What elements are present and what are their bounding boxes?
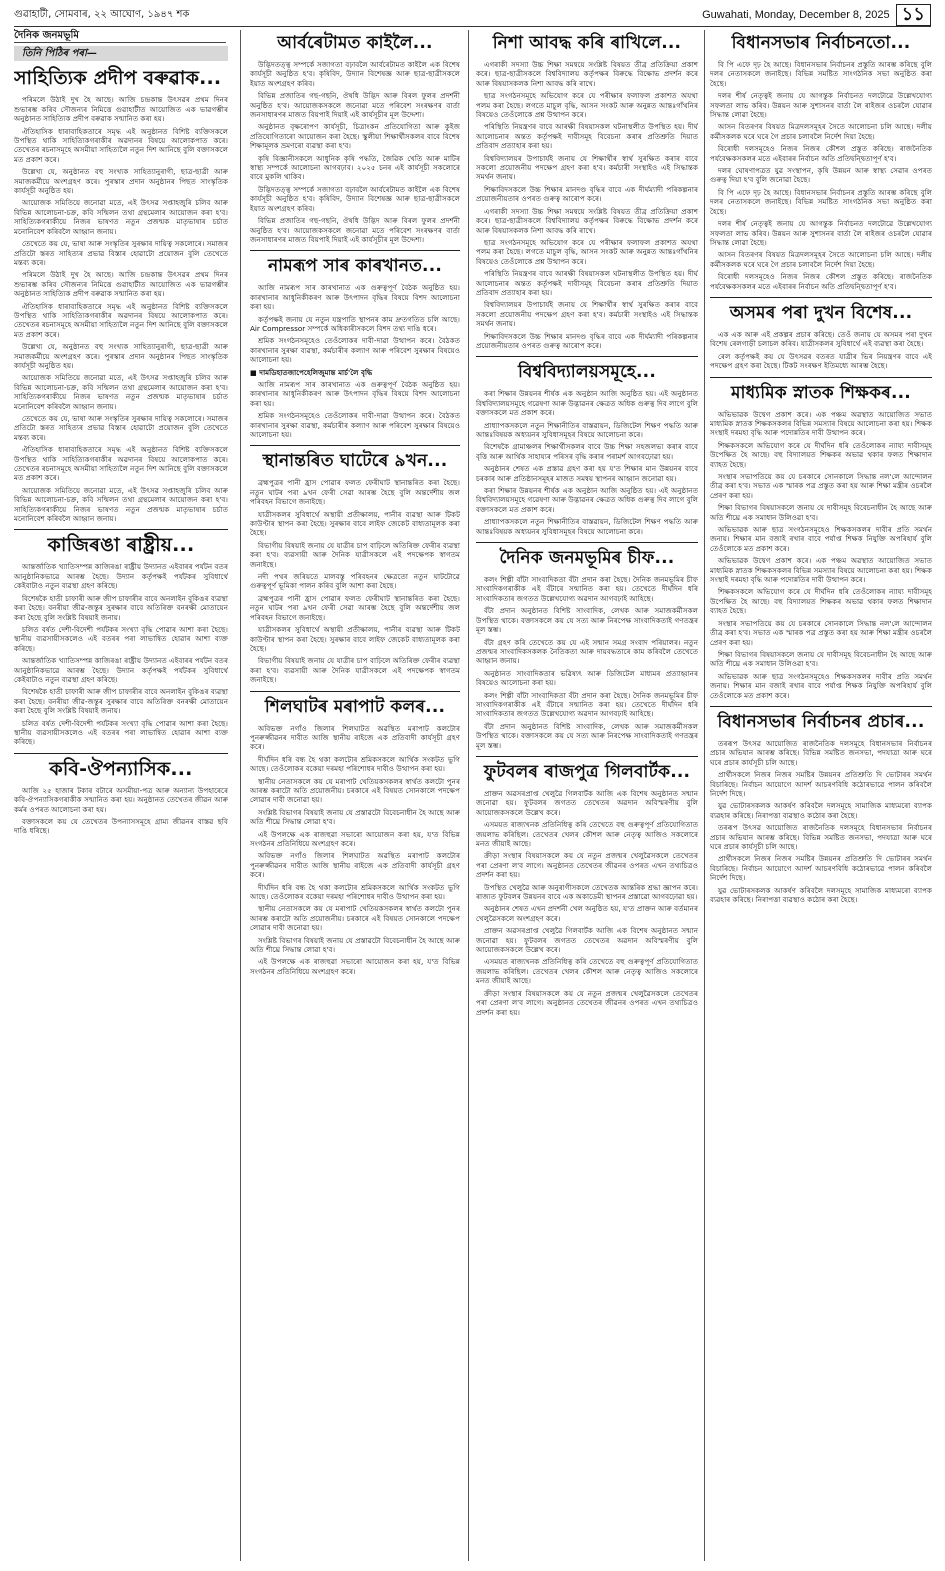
divider xyxy=(476,542,698,543)
headline: কবি-ঔপন্যাসিক... xyxy=(49,757,193,780)
divider xyxy=(476,356,698,357)
header-date-assamese: গুৱাহাটী, সোমবাৰ, ২২ আঘোণ, ১৯৪৭ শক xyxy=(14,8,190,20)
article-body: ব্ৰহ্মপুত্ৰৰ পানী হ্ৰাস পোৱাৰ ফলত ফেৰীঘাট স্থানান্তৰিত কৰা হৈছে। নতুন ঘাটৰ পৰা ৯খন ফেৰী সেৱা আৰম্ভ হৈছে বুলি অন্তৰ্দেশীয় জল পৰিবহন বিভাগে জনাইছে। যাত্ৰীসকলৰ সুবিধাৰ্থে অস্থায়ী প্ৰতীক্ষালয়, পানীৰ ব্যৱস্থা আৰু টিকট কাউণ্টাৰ স্থাপন কৰা হৈছে। সুৰক্ষাৰ বাবে লাইফ জেকেট বাধ্যতামূলক কৰা হৈছে। বিভাগীয় বিষয়াই জনায় যে যাত্ৰীৰ চাপ বাঢ়িলে অতিৰিক্ত ফেৰীৰ ব্যৱস্থা কৰা হ'ব। ব্যৱসায়ী আৰু দৈনিক যাত্ৰীসকলে এই পদক্ষেপক স্বাগতম জনাইছে। নদী পথৰ জৰিয়তে মালবস্তু পৰিবহনৰ ক্ষেত্ৰতো নতুন ঘাটটোৱে গুৰুত্বপূৰ্ণ ভূমিকা পালন কৰিব বুলি আশা কৰা হৈছে। ব্ৰহ্মপুত্ৰৰ পানী হ্ৰাস পোৱাৰ ফলত ফেৰীঘাট স্থানান্তৰিত কৰা হৈছে। নতুন ঘাটৰ পৰা ৯খন ফেৰী সেৱা আৰম্ভ হৈছে বুলি অন্তৰ্দেশীয় জল পৰিবহন বিভাগে জনাইছে। যাত্ৰীসকলৰ সুবিধাৰ্থে অস্থায়ী প্ৰতীক্ষালয়, পানীৰ ব্যৱস্থা আৰু টিকট কাউণ্টাৰ স্থাপন কৰা হৈছে। সুৰক্ষাৰ বাবে লাইফ জেকেট বাধ্যতামূলক কৰা হৈছে। বিভাগীয় বিষয়াই জনায় যে যাত্ৰীৰ চাপ বাঢ়িলে অতিৰিক্ত ফেৰীৰ ব্যৱস্থা কৰা হ'ব। ব্যৱসায়ী আৰু দৈনিক যাত্ৰীসকলে এই পদক্ষেপক স্বাগতম জনাইছে। xyxy=(250,478,460,685)
column-2 xyxy=(250,30,460,979)
headline: আৰ্বৰেটামত কাইলৈ... xyxy=(277,33,433,53)
article-body: পৰিমলে উঠাই দুখ হৈ আছে। আজি চন্দ্ৰকান্ত উৎসৱৰ প্ৰথম দিনৰ শুভাৰম্ভ কৰিব সৌজন্যৰ নিমিত্তে গুৱাহাটীত আয়োজিত এক ভাৱগম্ভীৰ অনুষ্ঠানত সাহিত্যিক প্ৰদীপ বৰুৱাক সন্মানিত কৰা হয়। ঐতিহাসিক ধাৰাবাহিকতাৰে সমৃদ্ধ এই অনুষ্ঠানত বিশিষ্ট ব্যক্তিসকলে উপস্থিত থাকি সাহিত্যিকগৰাকীৰ অৱদানৰ বিষয়ে আলোকপাত কৰে। তেখেতৰ ৰচনাসমূহে অসমীয়া সাহিত্যলৈ নতুন দিশ আনিছে বুলি বক্তাসকলে মত প্ৰকাশ কৰে। উল্লেখ্য যে, অনুষ্ঠানত বহু সংখ্যক সাহিত্যানুৰাগী, ছাত্ৰ-ছাত্ৰী আৰু সমাজকৰ্মীয়ে অংশগ্ৰহণ কৰে। পুৰস্কাৰ প্ৰদান অনুষ্ঠানৰ পিছত সাংস্কৃতিক কাৰ্যসূচী অনুষ্ঠিত হয়। আয়োজক সমিতিয়ে জনোৱা মতে, এই উৎসৱ সপ্তাহজুৰি চলিব আৰু বিভিন্ন আলোচনা-চক্ৰ, কবি সন্মিলন তথা গ্ৰন্থমেলাৰ আয়োজন কৰা হ'ব। সাহিত্যিকগৰাকীয়ে নিজৰ ভাষণত নতুন প্ৰজন্মক মাতৃভাষাৰ চৰ্চাত মনোনিবেশ কৰিবলৈ আহ্বান জনায়। তেখেতে কয় যে, ভাষা আৰু সংস্কৃতিৰ সুৰক্ষাৰ দায়িত্ব সকলোৰে। সমাজৰ প্ৰতিটো স্তৰত সাহিত্যৰ প্ৰভাৱ বিস্তাৰ হোৱাটো প্ৰয়োজন বুলি তেখেতে মন্তব্য কৰে। পৰিমলে উঠাই দুখ হৈ আছে। আজি চন্দ্ৰকান্ত উৎসৱৰ প্ৰথম দিনৰ শুভাৰম্ভ কৰিব সৌজন্যৰ নিমিত্তে গুৱাহাটীত আয়োজিত এক ভাৱগম্ভীৰ অনুষ্ঠানত সাহিত্যিক প্ৰদীপ বৰুৱাক সন্মানিত কৰা হয়। ঐতিহাসিক ধাৰাবাহিকতাৰে সমৃদ্ধ এই অনুষ্ঠানত বিশিষ্ট ব্যক্তিসকলে উপস্থিত থাকি সাহিত্যিকগৰাকীৰ অৱদানৰ বিষয়ে আলোকপাত কৰে। তেখেতৰ ৰচনাসমূহে অসমীয়া সাহিত্যলৈ নতুন দিশ আনিছে বুলি বক্তাসকলে মত প্ৰকাশ কৰে। উল্লেখ্য যে, অনুষ্ঠানত বহু সংখ্যক সাহিত্যানুৰাগী, ছাত্ৰ-ছাত্ৰী আৰু সমাজকৰ্মীয়ে অংশগ্ৰহণ কৰে। পুৰস্কাৰ প্ৰদান অনুষ্ঠানৰ পিছত সাংস্কৃতিক কাৰ্যসূচী অনুষ্ঠিত হয়। আয়োজক সমিতিয়ে জনোৱা মতে, এই উৎসৱ সপ্তাহজুৰি চলিব আৰু বিভিন্ন আলোচনা-চক্ৰ, কবি সন্মিলন তথা গ্ৰন্থমেলাৰ আয়োজন কৰা হ'ব। সাহিত্যিকগৰাকীয়ে নিজৰ ভাষণত নতুন প্ৰজন্মক মাতৃভাষাৰ চৰ্চাত মনোনিবেশ কৰিবলৈ আহ্বান জনায়। তেখেতে কয় যে, ভাষা আৰু সংস্কৃতিৰ সুৰক্ষাৰ দায়িত্ব সকলোৰে। সমাজৰ প্ৰতিটো স্তৰত সাহিত্যৰ প্ৰভাৱ বিস্তাৰ হোৱাটো প্ৰয়োজন বুলি তেখেতে মন্তব্য কৰে। ঐতিহাসিক ধাৰাবাহিকতাৰে সমৃদ্ধ এই অনুষ্ঠানত বিশিষ্ট ব্যক্তিসকলে উপস্থিত থাকি সাহিত্যিকগৰাকীৰ অৱদানৰ বিষয়ে আলোকপাত কৰে। তেখেতৰ ৰচনাসমূহে অসমীয়া সাহিত্যলৈ নতুন দিশ আনিছে বুলি বক্তাসকলে মত প্ৰকাশ কৰে। আয়োজক সমিতিয়ে জনোৱা মতে, এই উৎসৱ সপ্তাহজুৰি চলিব আৰু বিভিন্ন আলোচনা-চক্ৰ, কবি সন্মিলন তথা গ্ৰন্থমেলাৰ আয়োজন কৰা হ'ব। সাহিত্যিকগৰাকীয়ে নিজৰ ভাষণত নতুন প্ৰজন্মক মাতৃভাষাৰ চৰ্চাত মনোনিবেশ কৰিবলৈ আহ্বান জনায়। xyxy=(14,95,228,524)
article-body: অবিভক্ত নগাঁও জিলাৰ শিলঘাটত অৱস্থিত মৰাপাট কলটোৰ পুনৰুজ্জীৱনৰ দাবীত আজি স্থানীয় ৰাইজে এক প্ৰতিবাদী কাৰ্যসূচী গ্ৰহণ কৰে। দীৰ্ঘদিন ধৰি বন্ধ হৈ থকা কলটোৰ শ্ৰমিকসকলে আৰ্থিক সংকটত ভুগি আছে। তেওঁলোকৰ বকেয়া দৰমহা পৰিশোধৰ দাবীও উত্থাপন কৰা হয়। স্থানীয় নেতাসকলে কয় যে মৰাপাট খেতিয়কসকলৰ স্বাৰ্থত কলটো পুনৰ আৰম্ভ কৰাটো অতি প্ৰয়োজনীয়। চৰকাৰে এই বিষয়ত সোনকালে পদক্ষেপ লোৱাৰ দাবী জনোৱা হয়। সংশ্লিষ্ট বিভাগৰ বিষয়াই জনায় যে প্ৰস্তাৱটো বিবেচনাধীন হৈ আছে আৰু অতি শীঘ্ৰে সিদ্ধান্ত লোৱা হ'ব। এই উপলক্ষে এক ৰাজহুৱা সভাৰো আয়োজন কৰা হয়, য'ত বিভিন্ন সংগঠনৰ প্ৰতিনিধিয়ে অংশগ্ৰহণ কৰে। অবিভক্ত নগাঁও জিলাৰ শিলঘাটত অৱস্থিত মৰাপাট কলটোৰ পুনৰুজ্জীৱনৰ দাবীত আজি স্থানীয় ৰাইজে এক প্ৰতিবাদী কাৰ্যসূচী গ্ৰহণ কৰে। দীৰ্ঘদিন ধৰি বন্ধ হৈ থকা কলটোৰ শ্ৰমিকসকলে আৰ্থিক সংকটত ভুগি আছে। তেওঁলোকৰ বকেয়া দৰমহা পৰিশোধৰ দাবীও উত্থাপন কৰা হয়। স্থানীয় নেতাসকলে কয় যে মৰাপাট খেতিয়কসকলৰ স্বাৰ্থত কলটো পুনৰ আৰম্ভ কৰাটো অতি প্ৰয়োজনীয়। চৰকাৰে এই বিষয়ত সোনকালে পদক্ষেপ লোৱাৰ দাবী জনোৱা হয়। সংশ্লিষ্ট বিভাগৰ বিষয়াই জনায় যে প্ৰস্তাৱটো বিবেচনাধীন হৈ আছে আৰু অতি শীঘ্ৰে সিদ্ধান্ত লোৱা হ'ব। এই উপলক্ষে এক ৰাজহুৱা সভাৰো আয়োজন কৰা হয়, য'ত বিভিন্ন সংগঠনৰ প্ৰতিনিধিয়ে অংশগ্ৰহণ কৰে। xyxy=(250,723,460,976)
divider xyxy=(14,529,228,530)
divider xyxy=(250,250,460,251)
column-divider xyxy=(240,30,241,1561)
divider xyxy=(710,297,932,298)
headline: কাজিৰঙা ৰাষ্ট্ৰীয়... xyxy=(47,534,195,557)
divider xyxy=(250,691,460,692)
column-4 xyxy=(710,30,932,907)
article-body: অভিভাৱক উদ্বেগ প্ৰকাশ কৰে। এক পঞ্চম অৱস্থাত আয়োজিত সভাত মাধ্যমিক স্নাতক শিক্ষকসকলৰ বিভিন্ন সমস্যাৰ বিষয়ে আলোচনা কৰা হয়। শিক্ষক সংস্থাই দৰমহা বৃদ্ধি আৰু পদোন্নতিৰ দাবী উত্থাপন কৰে। শিক্ষকসকলে অভিযোগ কৰে যে দীৰ্ঘদিন ধৰি তেওঁলোকৰ ন্যায্য দাবীসমূহ উপেক্ষিত হৈ আছে। বহু বিদ্যালয়ত শিক্ষকৰ অভাৱ থকাৰ ফলত শিক্ষাদান ব্যাহত হৈছে। সংস্থাৰ সভাপতিয়ে কয় যে চৰকাৰে সোনকালে সিদ্ধান্ত নল'লে আন্দোলন তীব্ৰ কৰা হ'ব। সভাত এক স্মাৰক পত্ৰ প্ৰস্তুত কৰা হয় আৰু শিক্ষা মন্ত্ৰীৰ ওচৰলৈ প্ৰেৰণ কৰা হয়। শিক্ষা বিভাগৰ বিষয়াসকলে জনায় যে দাবীসমূহ বিবেচনাধীন হৈ আছে আৰু অতি শীঘ্ৰে এক সমাধান উলিওৱা হ'ব। অভিভাৱক আৰু ছাত্ৰ সংগঠনসমূহেও শিক্ষকসকলৰ দাবীৰ প্ৰতি সমৰ্থন জনায়। শিক্ষাৰ মান বজাই ৰখাৰ বাবে পৰ্যাপ্ত শিক্ষক নিযুক্তি অপৰিহাৰ্য বুলি তেওঁলোকে মত প্ৰকাশ কৰে। অভিভাৱক উদ্বেগ প্ৰকাশ কৰে। এক পঞ্চম অৱস্থাত আয়োজিত সভাত মাধ্যমিক স্নাতক শিক্ষকসকলৰ বিভিন্ন সমস্যাৰ বিষয়ে আলোচনা কৰা হয়। শিক্ষক সংস্থাই দৰমহা বৃদ্ধি আৰু পদোন্নতিৰ দাবী উত্থাপন কৰে। শিক্ষকসকলে অভিযোগ কৰে যে দীৰ্ঘদিন ধৰি তেওঁলোকৰ ন্যায্য দাবীসমূহ উপেক্ষিত হৈ আছে। বহু বিদ্যালয়ত শিক্ষকৰ অভাৱ থকাৰ ফলত শিক্ষাদান ব্যাহত হৈছে। সংস্থাৰ সভাপতিয়ে কয় যে চৰকাৰে সোনকালে সিদ্ধান্ত নল'লে আন্দোলন তীব্ৰ কৰা হ'ব। সভাত এক স্মাৰক পত্ৰ প্ৰস্তুত কৰা হয় আৰু শিক্ষা মন্ত্ৰীৰ ওচৰলৈ প্ৰেৰণ কৰা হয়। শিক্ষা বিভাগৰ বিষয়াসকলে জনায় যে দাবীসমূহ বিবেচনাধীন হৈ আছে আৰু অতি শীঘ্ৰে এক সমাধান উলিওৱা হ'ব। অভিভাৱক আৰু ছাত্ৰ সংগঠনসমূহেও শিক্ষকসকলৰ দাবীৰ প্ৰতি সমৰ্থন জনায়। শিক্ষাৰ মান বজাই ৰখাৰ বাবে পৰ্যাপ্ত শিক্ষক নিযুক্তি অপৰিহাৰ্য বুলি তেওঁলোকে মত প্ৰকাশ কৰে। xyxy=(710,409,932,700)
column-divider xyxy=(704,30,705,1561)
divider xyxy=(250,445,460,446)
headline: নিশা আবদ্ধ কৰি ৰাখিলে... xyxy=(492,33,682,53)
headline: ফুটবলৰ ৰাজপুত্ৰ গিলবাৰ্টক... xyxy=(483,761,691,782)
continued-tab: তিনি পিঠিৰ পৰা— xyxy=(14,46,228,61)
article-body: আজি নামৰূপ সাৰ কাৰখানাত এক গুৰুত্বপূৰ্ণ বৈঠক অনুষ্ঠিত হয়। কাৰখানাৰ আধুনিকীকৰণ আৰু উৎপাদন বৃদ্ধিৰ বিষয়ে বিশদ আলোচনা কৰা হয়। কৰ্তৃপক্ষই জনায় যে নতুন যন্ত্ৰপাতি স্থাপনৰ কাম দ্ৰুতগতিত চলি আছে। Air Compressor সম্পৰ্কে অধিকাৰীসকলে বিশদ তথ্য দাঙি ধৰে। শ্ৰমিক সংগঠনসমূহেও তেওঁলোকৰ দাবী-দাৱা উত্থাপন কৰে। বৈঠকত কাৰখানাৰ সুৰক্ষা ব্যৱস্থা, কৰ্মচাৰীৰ কল্যাণ আৰু পৰিবেশ সুৰক্ষাৰ বিষয়েও আলোচনা হয়। ■ দামডিহাতজাপেহেলিজুমান্ত মাৰ্চ'লৈ বৃদ্ধি আজি নামৰূপ সাৰ কাৰখানাত এক গুৰুত্বপূৰ্ণ বৈঠক অনুষ্ঠিত হয়। কাৰখানাৰ আধুনিকীকৰণ আৰু উৎপাদন বৃদ্ধিৰ বিষয়ে বিশদ আলোচনা কৰা হয়। শ্ৰমিক সংগঠনসমূহেও তেওঁলোকৰ দাবী-দাৱা উত্থাপন কৰে। বৈঠকত কাৰখানাৰ সুৰক্ষা ব্যৱস্থা, কৰ্মচাৰীৰ কল্যাণ আৰু পৰিবেশ সুৰক্ষাৰ বিষয়েও আলোচনা হয়। xyxy=(250,283,460,439)
headline: স্থানান্তৰিত ঘাটেৰে ৯খন... xyxy=(262,451,448,472)
page-number: ১১ xyxy=(896,4,931,26)
header-right xyxy=(702,4,931,26)
article-body: বি পি এফে দৃঢ় হৈ আছে। বিধানসভাৰ নিৰ্বাচনৰ প্ৰস্তুতি আৰম্ভ কৰিছে বুলি দলৰ নেতাসকলে জনাইছে। বিভিন্ন সমষ্টিত সাংগঠনিক সভা অনুষ্ঠিত কৰা হৈছে। দলৰ শীৰ্ষ নেতৃত্বই জনায় যে আগন্তুক নিৰ্বাচনত দলটোৱে উল্লেখযোগ্য সফলতা লাভ কৰিব। উন্নয়ন আৰু সুশাসনৰ বাৰ্তা লৈ ৰাইজৰ ওচৰলৈ যোৱাৰ সিদ্ধান্ত লোৱা হৈছে। আসন বিতৰণৰ বিষয়ত মিত্ৰদলসমূহৰ সৈতে আলোচনা চলি আছে। দলীয় কৰ্মীসকলক ঘৰে ঘৰে গৈ প্ৰচাৰ চলাবলৈ নিৰ্দেশ দিয়া হৈছে। বিৰোধী দলসমূহেও নিজৰ নিজৰ কৌশল প্ৰস্তুত কৰিছে। ৰাজনৈতিক পৰ্যবেক্ষকসকলৰ মতে এইবাৰৰ নিৰ্বাচন অতি প্ৰতিদ্বন্দ্বিতাপূৰ্ণ হ'ব। দলৰ ঘোষণাপত্ৰত যুৱ সংস্থাপন, কৃষি উন্নয়ন আৰু স্বাস্থ্য সেৱাৰ ওপৰত গুৰুত্ব দিয়া হ'ব বুলি জনোৱা হৈছে। বি পি এফে দৃঢ় হৈ আছে। বিধানসভাৰ নিৰ্বাচনৰ প্ৰস্তুতি আৰম্ভ কৰিছে বুলি দলৰ নেতাসকলে জনাইছে। বিভিন্ন সমষ্টিত সাংগঠনিক সভা অনুষ্ঠিত কৰা হৈছে। দলৰ শীৰ্ষ নেতৃত্বই জনায় যে আগন্তুক নিৰ্বাচনত দলটোৱে উল্লেখযোগ্য সফলতা লাভ কৰিব। উন্নয়ন আৰু সুশাসনৰ বাৰ্তা লৈ ৰাইজৰ ওচৰলৈ যোৱাৰ সিদ্ধান্ত লোৱা হৈছে। আসন বিতৰণৰ বিষয়ত মিত্ৰদলসমূহৰ সৈতে আলোচনা চলি আছে। দলীয় কৰ্মীসকলক ঘৰে ঘৰে গৈ প্ৰচাৰ চলাবলৈ নিৰ্দেশ দিয়া হৈছে। বিৰোধী দলসমূহেও নিজৰ নিজৰ কৌশল প্ৰস্তুত কৰিছে। ৰাজনৈতিক পৰ্যবেক্ষকসকলৰ মতে এইবাৰৰ নিৰ্বাচন অতি প্ৰতিদ্বন্দ্বিতাপূৰ্ণ হ'ব। xyxy=(710,60,932,291)
headline: শিলঘাটৰ মৰাপাট কলৰ... xyxy=(264,696,446,717)
column-1 xyxy=(14,46,228,839)
article-body: উদ্ভিদতত্ত্ব সম্পৰ্কে সজাগতা বঢ়াবলৈ আৰ্বৰেটামত কাইলৈ এক বিশেষ কাৰ্যসূচী অনুষ্ঠিত হ'ব। কৃষিবিদ, উদ্যান বিশেষজ্ঞ আৰু ছাত্ৰ-ছাত্ৰীসকলে ইয়াত অংশগ্ৰহণ কৰিব। বিভিন্ন প্ৰজাতিৰ গছ-গছনি, ঔষধি উদ্ভিদ আৰু বিৰল ফুলৰ প্ৰদৰ্শনী অনুষ্ঠিত হ'ব। আয়োজকসকলে জনোৱা মতে পৰিবেশ সংৰক্ষণৰ বাৰ্তা জনসাধাৰণৰ মাজত বিয়পাই দিয়াই এই কাৰ্যসূচীৰ মূল উদ্দেশ্য। অনুষ্ঠানত বৃক্ষৰোপণ কাৰ্যসূচী, চিত্ৰাংকন প্ৰতিযোগিতা আৰু কুইজ প্ৰতিযোগিতাৰো আয়োজন কৰা হৈছে। স্কুলীয়া শিক্ষাৰ্থীসকলৰ বাবে বিশেষ শিক্ষামূলক ভ্ৰমণৰো ব্যৱস্থা কৰা হ'ব। কৃষি বিজ্ঞানীসকলে আধুনিক কৃষি পদ্ধতি, জৈৱিক খেতি আৰু মাটিৰ স্বাস্থ্য সম্পৰ্কে আলোচনা আগবঢ়াব। ২০২৫ চনৰ এই কাৰ্যসূচী সকলোৰে বাবে মুকলি থাকিব। উদ্ভিদতত্ত্ব সম্পৰ্কে সজাগতা বঢ়াবলৈ আৰ্বৰেটামত কাইলৈ এক বিশেষ কাৰ্যসূচী অনুষ্ঠিত হ'ব। কৃষিবিদ, উদ্যান বিশেষজ্ঞ আৰু ছাত্ৰ-ছাত্ৰীসকলে ইয়াত অংশগ্ৰহণ কৰিব। বিভিন্ন প্ৰজাতিৰ গছ-গছনি, ঔষধি উদ্ভিদ আৰু বিৰল ফুলৰ প্ৰদৰ্শনী অনুষ্ঠিত হ'ব। আয়োজকসকলে জনোৱা মতে পৰিবেশ সংৰক্ষণৰ বাৰ্তা জনসাধাৰণৰ মাজত বিয়পাই দিয়াই এই কাৰ্যসূচীৰ মূল উদ্দেশ্য। xyxy=(250,60,460,244)
headline: বিধানসভাৰ নিৰ্বাচনৰ প্ৰচাৰ... xyxy=(717,711,925,732)
divider xyxy=(476,756,698,757)
header-date-english: Guwahati, Monday, December 8, 2025 xyxy=(702,9,890,21)
article-body: আজি ২৫ হাজাৰ টকাৰ বটাৰে অসমীয়া-পত্ৰ আৰু অন্যান্য উপহাৰেৰে কবি-ঔপন্যাসিকগৰাকীক সন্মানিত কৰা হয়। অনুষ্ঠানত তেখেতৰ জীৱন আৰু কৰ্মৰ ওপৰত আলোচনা কৰা হয়। বক্তাসকলে কয় যে তেখেতৰ উপন্যাসসমূহে গ্ৰাম্য জীৱনৰ বাস্তৱ ছবি দাঙি ধৰিছে। xyxy=(14,785,228,836)
column-3 xyxy=(476,30,698,1020)
headline: অসমৰ পৰা দুখন বিশেষ... xyxy=(729,302,913,323)
article-body: আন্তৰ্জাতিক খ্যাতিসম্পন্ন কাজিৰঙা ৰাষ্ট্ৰীয় উদ্যানত এইবাৰৰ পৰ্যটন বতৰ আনুষ্ঠানিকভাৱে আৰম্ভ হৈছে। উদ্যান কৰ্তৃপক্ষই পৰ্যটকৰ সুবিধাৰ্থে কেইবাটাও নতুন ব্যৱস্থা গ্ৰহণ কৰিছে। বিশেষকৈ হাতী চাফাৰী আৰু জীপ চাফাৰীৰ বাবে অনলাইন বুকিঙৰ ব্যৱস্থা কৰা হৈছে। বনৰীয়া জীৱ-জন্তুৰ সুৰক্ষাৰ বাবে অতিৰিক্ত বনৰক্ষী মোতায়েন কৰা হৈছে বুলি সংশ্লিষ্ট বিষয়াই জনায়। চলিত বৰ্ষত দেশী-বিদেশী পৰ্যটকৰ সংখ্যা বৃদ্ধি পোৱাৰ আশা কৰা হৈছে। স্থানীয় ব্যৱসায়ীসকলেও এই বতৰৰ পৰা লাভান্বিত হোৱাৰ আশা ব্যক্ত কৰিছে। আন্তৰ্জাতিক খ্যাতিসম্পন্ন কাজিৰঙা ৰাষ্ট্ৰীয় উদ্যানত এইবাৰৰ পৰ্যটন বতৰ আনুষ্ঠানিকভাৱে আৰম্ভ হৈছে। উদ্যান কৰ্তৃপক্ষই পৰ্যটকৰ সুবিধাৰ্থে কেইবাটাও নতুন ব্যৱস্থা গ্ৰহণ কৰিছে। বিশেষকৈ হাতী চাফাৰী আৰু জীপ চাফাৰীৰ বাবে অনলাইন বুকিঙৰ ব্যৱস্থা কৰা হৈছে। বনৰীয়া জীৱ-জন্তুৰ সুৰক্ষাৰ বাবে অতিৰিক্ত বনৰক্ষী মোতায়েন কৰা হৈছে বুলি সংশ্লিষ্ট বিষয়াই জনায়। চলিত বৰ্ষত দেশী-বিদেশী পৰ্যটকৰ সংখ্যা বৃদ্ধি পোৱাৰ আশা কৰা হৈছে। স্থানীয় ব্যৱসায়ীসকলেও এই বতৰৰ পৰা লাভান্বিত হোৱাৰ আশা ব্যক্ত কৰিছে। xyxy=(14,562,228,747)
headline: সাহিত্যিক প্ৰদীপ বৰুৱাক... xyxy=(14,67,222,90)
notice-line: ■ দামডিহাতজাপেহেলিজুমান্ত মাৰ্চ'লৈ বৃদ্ধি xyxy=(250,367,373,377)
headline: বিধানসভাৰ নিৰ্বাচনতো... xyxy=(731,33,911,53)
divider xyxy=(710,706,932,707)
headline: মাধ্যমিক স্নাতক শিক্ষকৰ... xyxy=(731,382,911,403)
headline: নামৰূপ সাৰ কাৰখানত... xyxy=(267,256,443,277)
section-masthead: দৈনিক জনমভূমি xyxy=(14,28,226,43)
headline: বিশ্ববিদ্যালয়সমূহে... xyxy=(517,362,657,383)
headline: দৈনিক জনমভূমিৰ চীফ... xyxy=(499,548,675,569)
article-body: তৰৰূপ উৎসৱ আয়োজিত ৰাজনৈতিক দলসমূহে বিধানসভাৰ নিৰ্বাচনৰ প্ৰচাৰ অভিযান আৰম্ভ কৰিছে। বিভিন্ন সমষ্টিত জনসভা, পদযাত্ৰা আৰু ঘৰে ঘৰে প্ৰচাৰ কাৰ্যসূচী চলি আছে। প্ৰাৰ্থীসকলে নিজৰ নিজৰ সমষ্টিৰ উন্নয়নৰ প্ৰতিশ্ৰুতি দি ভোটাৰৰ সমৰ্থন বিচাৰিছে। নিৰ্বাচন আয়োগে আদৰ্শ আচৰণবিধি কঠোৰভাৱে পালন কৰিবলৈ নিৰ্দেশ দিছে। যুৱ ভোটাৰসকলক আকৰ্ষণ কৰিবলৈ দলসমূহে সামাজিক মাধ্যমৰো ব্যাপক ব্যৱহাৰ কৰিছে। নিৰাপত্তা ব্যৱস্থাও কঠোৰ কৰা হৈছে। তৰৰূপ উৎসৱ আয়োজিত ৰাজনৈতিক দলসমূহে বিধানসভাৰ নিৰ্বাচনৰ প্ৰচাৰ অভিযান আৰম্ভ কৰিছে। বিভিন্ন সমষ্টিত জনসভা, পদযাত্ৰা আৰু ঘৰে ঘৰে প্ৰচাৰ কাৰ্যসূচী চলি আছে। প্ৰাৰ্থীসকলে নিজৰ নিজৰ সমষ্টিৰ উন্নয়নৰ প্ৰতিশ্ৰুতি দি ভোটাৰৰ সমৰ্থন বিচাৰিছে। নিৰ্বাচন আয়োগে আদৰ্শ আচৰণবিধি কঠোৰভাৱে পালন কৰিবলৈ নিৰ্দেশ দিছে। যুৱ ভোটাৰসকলক আকৰ্ষণ কৰিবলৈ দলসমূহে সামাজিক মাধ্যমৰো ব্যাপক ব্যৱহাৰ কৰিছে। নিৰাপত্তা ব্যৱস্থাও কঠোৰ কৰা হৈছে। xyxy=(710,738,932,905)
article-body: কলং শিল্পী বাঁটা সাংবাদিকতা বঁটা প্ৰদান কৰা হৈছে। দৈনিক জনমভূমিৰ চীফ সাংবাদিকগৰাকীক এই বঁটাৰে সন্মানিত কৰা হয়। তেখেতে দীৰ্ঘদিন ধৰি সাংবাদিকতাৰ জগতত উল্লেখযোগ্য অৱদান আগবঢ়াই আহিছে। বঁটা প্ৰদান অনুষ্ঠানত বিশিষ্ট সাংবাদিক, লেখক আৰু সমাজকৰ্মীসকল উপস্থিত থাকে। বক্তাসকলে কয় যে সত্য আৰু নিৰপেক্ষ সাংবাদিকতাই গণতন্ত্ৰৰ মূল স্তম্ভ। বঁটা গ্ৰহণ কৰি তেখেতে কয় যে এই সন্মান সমগ্ৰ সংবাদ পৰিয়ালৰ। নতুন প্ৰজন্মৰ সাংবাদিকসকলক নৈতিকতা আৰু দায়বদ্ধতাৰে কাম কৰিবলৈ তেখেতে আহ্বান জনায়। অনুষ্ঠানত সাংবাদিকতাৰ ভৱিষ্যৎ আৰু ডিজিটেল মাধ্যমৰ প্ৰত্যাহ্বানৰ বিষয়েও আলোচনা কৰা হয়। কলং শিল্পী বাঁটা সাংবাদিকতা বঁটা প্ৰদান কৰা হৈছে। দৈনিক জনমভূমিৰ চীফ সাংবাদিকগৰাকীক এই বঁটাৰে সন্মানিত কৰা হয়। তেখেতে দীৰ্ঘদিন ধৰি সাংবাদিকতাৰ জগতত উল্লেখযোগ্য অৱদান আগবঢ়াই আহিছে। বঁটা প্ৰদান অনুষ্ঠানত বিশিষ্ট সাংবাদিক, লেখক আৰু সমাজকৰ্মীসকল উপস্থিত থাকে। বক্তাসকলে কয় যে সত্য আৰু নিৰপেক্ষ সাংবাদিকতাই গণতন্ত্ৰৰ মূল স্তম্ভ। xyxy=(476,575,698,750)
page-header xyxy=(14,4,931,27)
article-body: এগৰাকী সদস্যা উচ্চ শিক্ষা সমন্বয়ে সংশ্লিষ্ট বিষয়ত তীব্ৰ প্ৰতিক্ৰিয়া প্ৰকাশ কৰে। ছাত্ৰ-ছাত্ৰীসকলে বিশ্ববিদ্যালয় কৰ্তৃপক্ষৰ বিৰুদ্ধে বিক্ষোভ প্ৰদৰ্শন কৰে আৰু বিষয়াসকলক নিশা আবদ্ধ কৰি ৰাখে। ছাত্ৰ সংগঠনসমূহে অভিযোগ কৰে যে পৰীক্ষাৰ ফলাফল প্ৰকাশত অযথা পলম কৰা হৈছে। লগতে মাচুল বৃদ্ধি, আসন সংকট আৰু অনুন্নত আন্তঃগাঁথনিৰ বিষয়েও তেওঁলোকে প্ৰশ্ন উত্থাপন কৰে। পৰিস্থিতি নিয়ন্ত্ৰণৰ বাবে আৰক্ষী বিষয়াসকল ঘটনাস্থলীত উপস্থিত হয়। দীৰ্ঘ আলোচনাৰ অন্তত কৰ্তৃপক্ষই দাবীসমূহ বিবেচনা কৰাৰ প্ৰতিশ্ৰুতি দিয়াত প্ৰতিবাদ প্ৰত্যাহাৰ কৰা হয়। বিশ্ববিদ্যালয়ৰ উপাচাৰ্যই জনায় যে শিক্ষাৰ্থীৰ স্বাৰ্থ সুৰক্ষিত কৰাৰ বাবে সকলো প্ৰয়োজনীয় পদক্ষেপ গ্ৰহণ কৰা হ'ব। কৰ্মচাৰী সংস্থাইও এই সিদ্ধান্তক সমৰ্থন জনায়। শিক্ষাবিদসকলে উচ্চ শিক্ষাৰ মানদণ্ড বৃদ্ধিৰ বাবে এক দীৰ্ঘম্যাদী পৰিকল্পনাৰ প্ৰয়োজনীয়তাৰ ওপৰত গুৰুত্ব আৰোপ কৰে। এগৰাকী সদস্যা উচ্চ শিক্ষা সমন্বয়ে সংশ্লিষ্ট বিষয়ত তীব্ৰ প্ৰতিক্ৰিয়া প্ৰকাশ কৰে। ছাত্ৰ-ছাত্ৰীসকলে বিশ্ববিদ্যালয় কৰ্তৃপক্ষৰ বিৰুদ্ধে বিক্ষোভ প্ৰদৰ্শন কৰে আৰু বিষয়াসকলক নিশা আবদ্ধ কৰি ৰাখে। ছাত্ৰ সংগঠনসমূহে অভিযোগ কৰে যে পৰীক্ষাৰ ফলাফল প্ৰকাশত অযথা পলম কৰা হৈছে। লগতে মাচুল বৃদ্ধি, আসন সংকট আৰু অনুন্নত আন্তঃগাঁথনিৰ বিষয়েও তেওঁলোকে প্ৰশ্ন উত্থাপন কৰে। পৰিস্থিতি নিয়ন্ত্ৰণৰ বাবে আৰক্ষী বিষয়াসকল ঘটনাস্থলীত উপস্থিত হয়। দীৰ্ঘ আলোচনাৰ অন্তত কৰ্তৃপক্ষই দাবীসমূহ বিবেচনা কৰাৰ প্ৰতিশ্ৰুতি দিয়াত প্ৰতিবাদ প্ৰত্যাহাৰ কৰা হয়। বিশ্ববিদ্যালয়ৰ উপাচাৰ্যই জনায় যে শিক্ষাৰ্থীৰ স্বাৰ্থ সুৰক্ষিত কৰাৰ বাবে সকলো প্ৰয়োজনীয় পদক্ষেপ গ্ৰহণ কৰা হ'ব। কৰ্মচাৰী সংস্থাইও এই সিদ্ধান্তক সমৰ্থন জনায়। শিক্ষাবিদসকলে উচ্চ শিক্ষাৰ মানদণ্ড বৃদ্ধিৰ বাবে এক দীৰ্ঘম্যাদী পৰিকল্পনাৰ প্ৰয়োজনীয়তাৰ ওপৰত গুৰুত্ব আৰোপ কৰে। xyxy=(476,60,698,350)
divider xyxy=(710,377,932,378)
article-body: প্ৰাক্তন অৱসৰপ্ৰাপ্ত খেলুৱৈ গিলবাৰ্টক আজি এক বিশেষ অনুষ্ঠানত সন্মান জনোৱা হয়। ফুটবলৰ জগতত তেখেতৰ অৱদান অবিস্মৰণীয় বুলি আয়োজকসকলে উল্লেখ কৰে। এসময়ত ৰাজ্যখনক প্ৰতিনিধিত্ব কৰি তেখেতে বহু গুৰুত্বপূৰ্ণ প্ৰতিযোগিতাত জয়লাভ কৰিছিল। তেখেতৰ খেলৰ কৌশল আৰু নেতৃত্ব আজিও সকলোৰে মনত জীয়াই আছে। ক্ৰীড়া সংস্থাৰ বিষয়াসকলে কয় যে নতুন প্ৰজন্মৰ খেলুৱৈসকলে তেখেতৰ পৰা প্ৰেৰণা ল'ব লাগে। অনুষ্ঠানত তেখেতৰ জীৱনৰ ওপৰত এখন তথ্যচিত্ৰও প্ৰদৰ্শন কৰা হয়। উপস্থিত খেলুৱৈ আৰু অনুৰাগীসকলে তেখেতক আন্তৰিক শ্ৰদ্ধা জ্ঞাপন কৰে। ৰাজ্যত ফুটবলৰ উন্নয়নৰ বাবে এক অকাডেমী স্থাপনৰ প্ৰস্তাৱো আগবঢ়োৱা হয়। অনুষ্ঠানৰ শেষত এখন প্ৰদৰ্শনী খেল অনুষ্ঠিত হয়, য'ত প্ৰাক্তন আৰু বৰ্তমানৰ খেলুৱৈসকলে অংশগ্ৰহণ কৰে। প্ৰাক্তন অৱসৰপ্ৰাপ্ত খেলুৱৈ গিলবাৰ্টক আজি এক বিশেষ অনুষ্ঠানত সন্মান জনোৱা হয়। ফুটবলৰ জগতত তেখেতৰ অৱদান অবিস্মৰণীয় বুলি আয়োজকসকলে উল্লেখ কৰে। এসময়ত ৰাজ্যখনক প্ৰতিনিধিত্ব কৰি তেখেতে বহু গুৰুত্বপূৰ্ণ প্ৰতিযোগিতাত জয়লাভ কৰিছিল। তেখেতৰ খেলৰ কৌশল আৰু নেতৃত্ব আজিও সকলোৰে মনত জীয়াই আছে। ক্ৰীড়া সংস্থাৰ বিষয়াসকলে কয় যে নতুন প্ৰজন্মৰ খেলুৱৈসকলে তেখেতৰ পৰা প্ৰেৰণা ল'ব লাগে। অনুষ্ঠানত তেখেতৰ জীৱনৰ ওপৰত এখন তথ্যচিত্ৰও প্ৰদৰ্শন কৰা হয়। xyxy=(476,788,698,1017)
divider xyxy=(14,753,228,754)
article-body: এক এক আৰু এই প্ৰকল্পৰ প্ৰচাৰ কৰিছে। তেওঁ জনায় যে অসমৰ পৰা দুখন বিশেষ ৰেলগাড়ী চলাচল কৰিব। যাত্ৰীসকলৰ সুবিধাৰ্থে এই ব্যৱস্থা কৰা হৈছে। ৰেল কৰ্তৃপক্ষই কয় যে উৎসৱৰ বতৰত যাত্ৰীৰ ভিৰ নিয়ন্ত্ৰণৰ বাবে এই পদক্ষেপ গ্ৰহণ কৰা হৈছে। টিকট সংৰক্ষণ ইতিমধ্যে আৰম্ভ হৈছে। xyxy=(710,329,932,371)
column-divider xyxy=(468,30,469,1561)
article-body: কৰা শিক্ষাৰ উন্নয়নৰ শীৰ্ষক এক অনুষ্ঠান আজি অনুষ্ঠিত হয়। এই অনুষ্ঠানত বিশ্ববিদ্যালয়সমূহে গৱেষণা আৰু উদ্ভাৱনৰ ক্ষেত্ৰত অধিক গুৰুত্ব দিব লাগে বুলি বক্তাসকলে মত প্ৰকাশ কৰে। প্ৰাধ্যাপকসকলে নতুন শিক্ষানীতিৰ বাস্তৱায়ন, ডিজিটেল শিক্ষণ পদ্ধতি আৰু আন্তঃবিষয়ক অধ্যয়নৰ সুবিধাসমূহৰ বিষয়ে আলোচনা কৰে। বিশেষকৈ গ্ৰামাঞ্চলৰ শিক্ষাৰ্থীসকলৰ বাবে উচ্চ শিক্ষা সহজলভ্য কৰাৰ বাবে বৃত্তি আৰু আৰ্থিক সাহায্যৰ পৰিসৰ বৃদ্ধি কৰাৰ পৰামৰ্শ আগবঢ়োৱা হয়। অনুষ্ঠানৰ শেষত এক প্ৰস্তাৱ গ্ৰহণ কৰা হয় য'ত শিক্ষাৰ মান উন্নয়নৰ বাবে চৰকাৰ আৰু প্ৰতিষ্ঠানসমূহৰ মাজত সমন্বয় স্থাপনৰ আহ্বান জনোৱা হয়। কৰা শিক্ষাৰ উন্নয়নৰ শীৰ্ষক এক অনুষ্ঠান আজি অনুষ্ঠিত হয়। এই অনুষ্ঠানত বিশ্ববিদ্যালয়সমূহে গৱেষণা আৰু উদ্ভাৱনৰ ক্ষেত্ৰত অধিক গুৰুত্ব দিব লাগে বুলি বক্তাসকলে মত প্ৰকাশ কৰে। প্ৰাধ্যাপকসকলে নতুন শিক্ষানীতিৰ বাস্তৱায়ন, ডিজিটেল শিক্ষণ পদ্ধতি আৰু আন্তঃবিষয়ক অধ্যয়নৰ সুবিধাসমূহৰ বিষয়ে আলোচনা কৰে। xyxy=(476,389,698,536)
